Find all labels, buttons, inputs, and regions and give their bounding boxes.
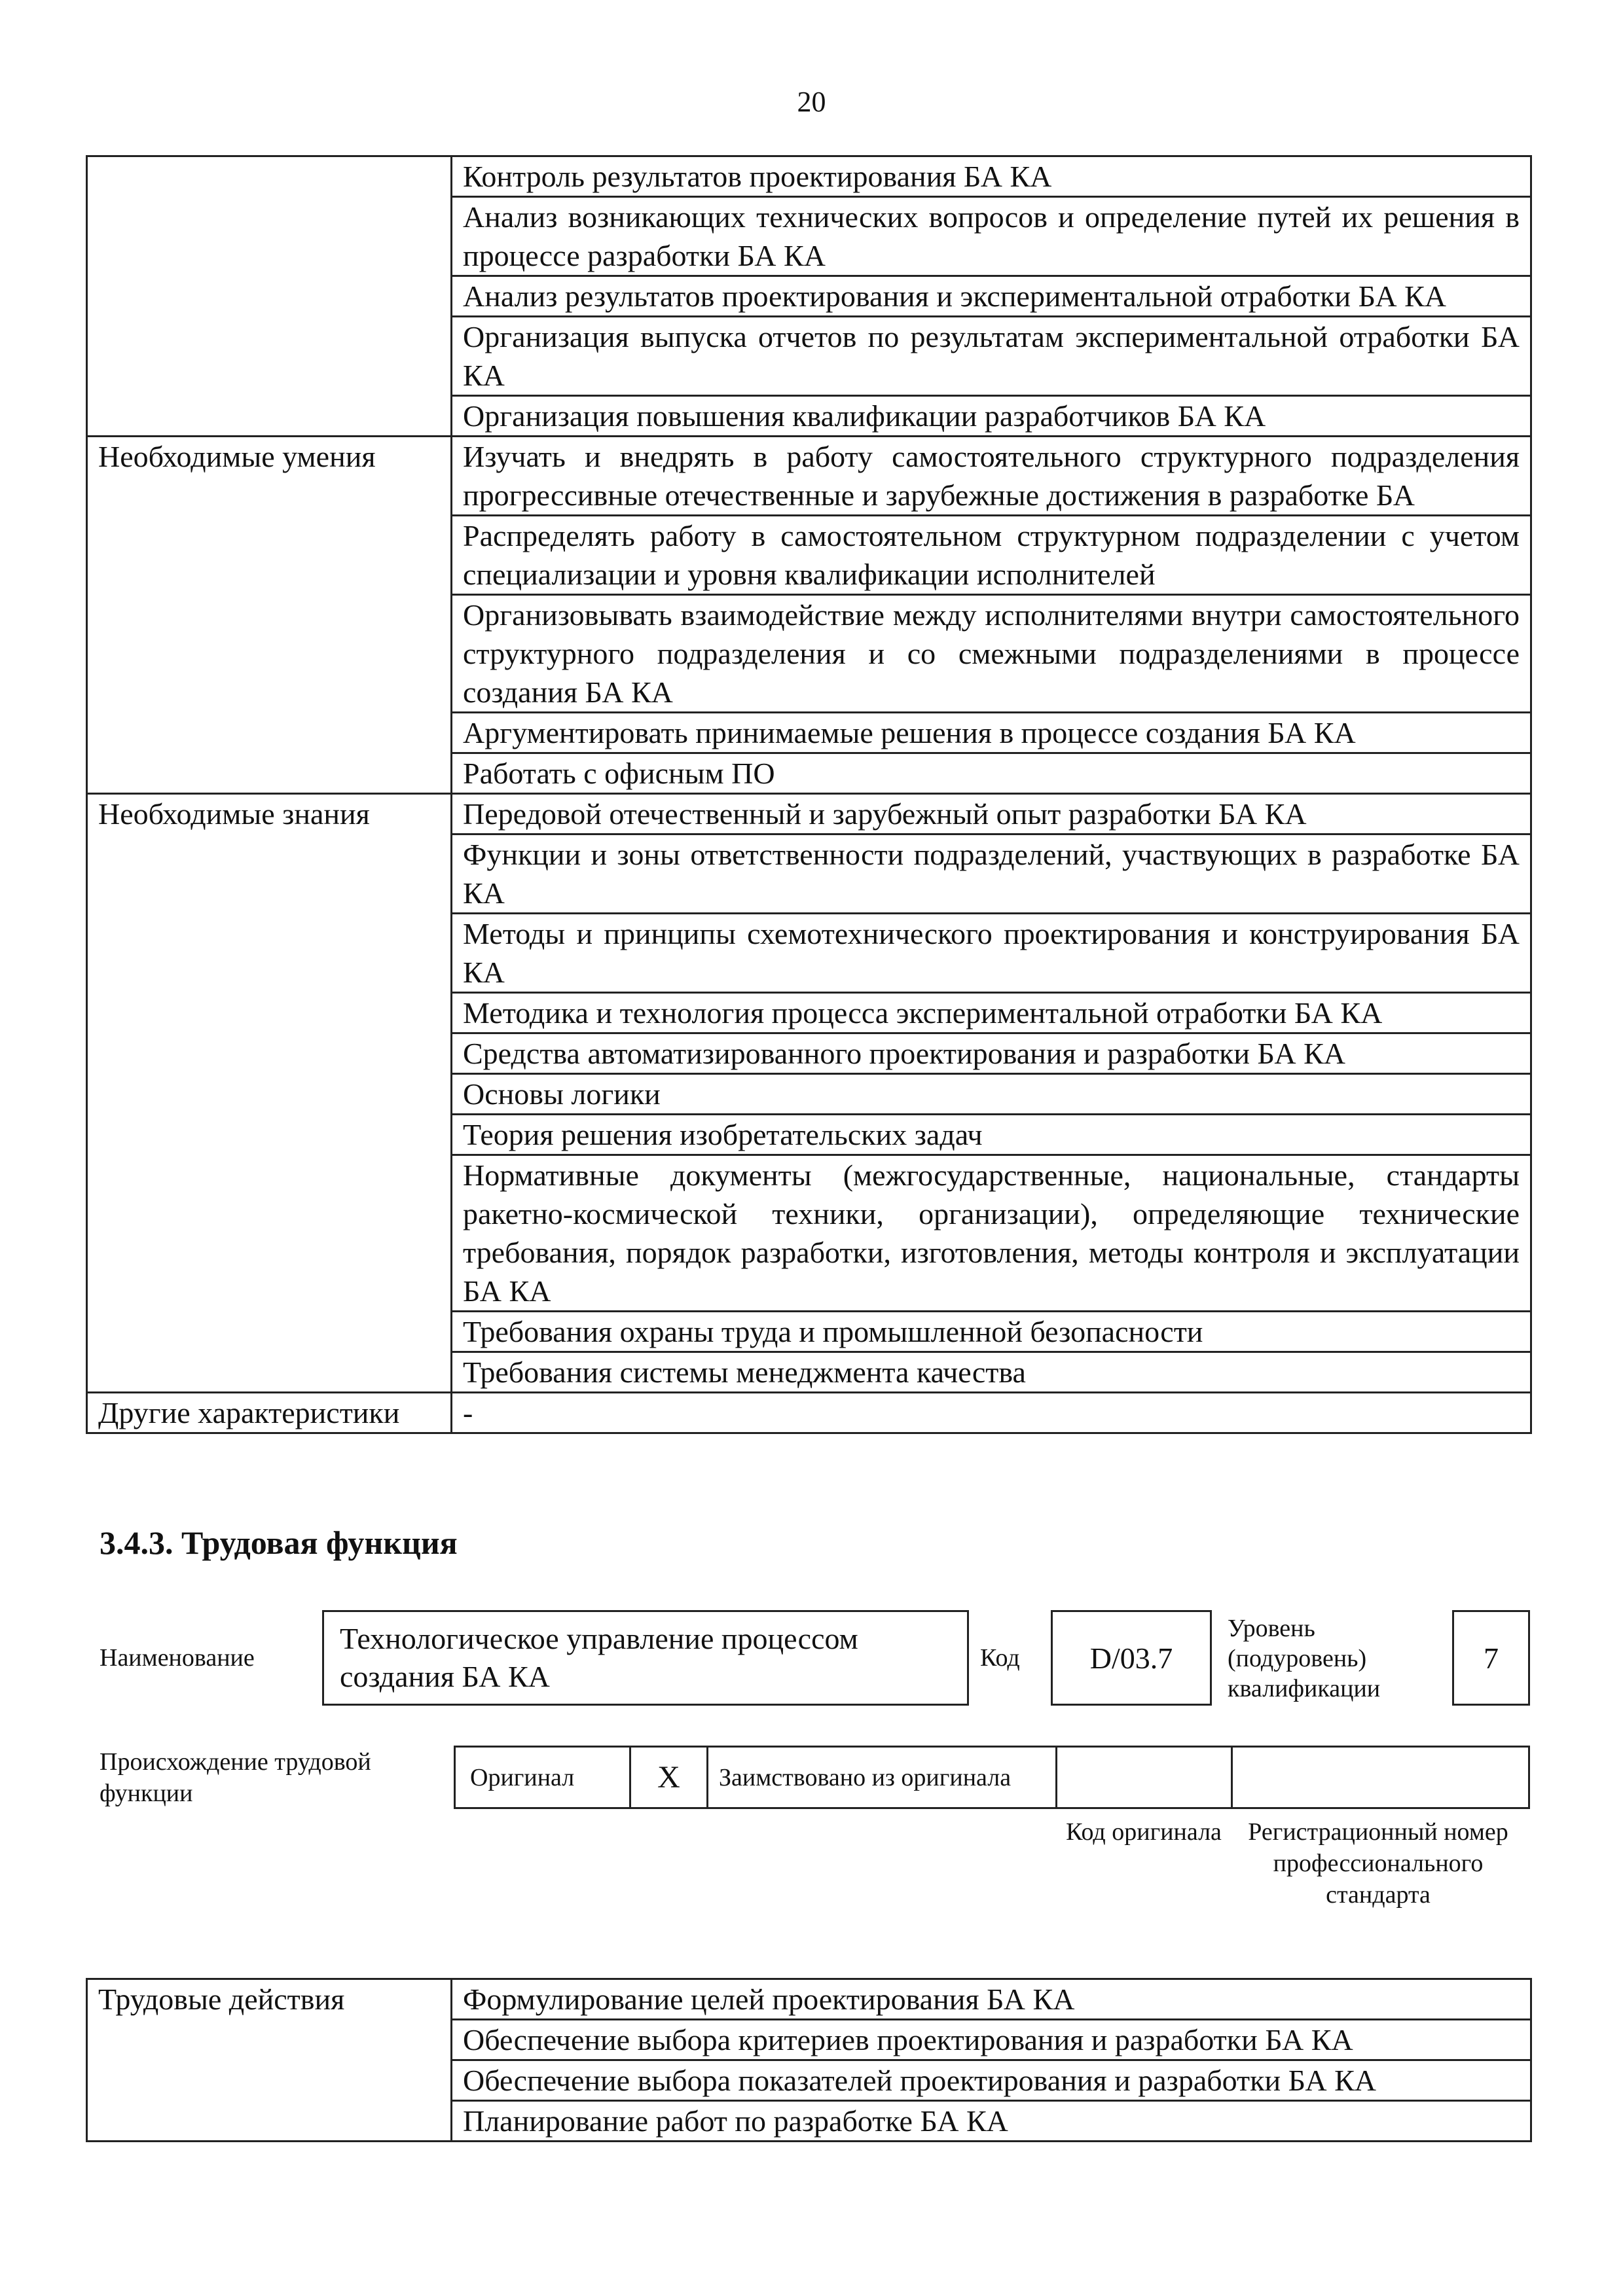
table-row bbox=[87, 794, 1531, 834]
requirement-item: Контроль результатов проектирования БА КА bbox=[452, 156, 1531, 197]
requirement-item: Работать с офисным ПО bbox=[452, 753, 1531, 794]
group-label: Трудовые действия bbox=[87, 1979, 452, 2142]
page-number: 20 bbox=[797, 86, 826, 118]
requirement-item: Передовой отечественный и зарубежный опыт разработки БА КА bbox=[452, 794, 1531, 834]
requirement-item: Функции и зоны ответственности подразделений, участвующих в разработке БА КА bbox=[452, 834, 1531, 914]
function-code-field: D/03.7 bbox=[1051, 1610, 1212, 1706]
group-label: Необходимые знания bbox=[87, 794, 452, 1393]
borrowed-label: Заимствовано из оригинала bbox=[708, 1748, 1057, 1807]
reg-number-cell bbox=[1233, 1748, 1528, 1807]
requirement-item: Теория решения изобретательских задач bbox=[452, 1115, 1531, 1155]
code-original-caption: Код оригинала bbox=[1066, 1818, 1222, 1846]
requirement-item: Организация выпуска отчетов по результатам экспериментальной отработки БА КА bbox=[452, 317, 1531, 396]
requirement-item: Требования охраны труда и промышленной безопасности bbox=[452, 1312, 1531, 1352]
requirement-item: Нормативные документы (межгосударственные, национальные, стандарты ракетно-космической техники, организации), определяющие технические требования, порядок разработки, изготовления, методы контроля и эксплуатации БА КА bbox=[452, 1155, 1531, 1312]
labor-action-item: Формулирование целей проектирования БА КА bbox=[452, 1979, 1531, 2020]
original-mark: X bbox=[631, 1748, 708, 1807]
requirement-item: Основы логики bbox=[452, 1074, 1531, 1115]
table-row bbox=[87, 1979, 1531, 2020]
requirement-item: Требования системы менеджмента качества bbox=[452, 1352, 1531, 1393]
requirement-item: Методика и технология процесса экспериментальной отработки БА КА bbox=[452, 993, 1531, 1033]
requirement-item: Распределять работу в самостоятельном структурном подразделении с учетом специализации и уровня квалификации исполнителей bbox=[452, 516, 1531, 595]
labor-action-item: Обеспечение выбора показателей проектирования и разработки БА КА bbox=[452, 2060, 1531, 2101]
requirement-item: - bbox=[452, 1393, 1531, 1433]
section-title: 3.4.3. Трудовая функция bbox=[100, 1524, 458, 1561]
qualification-level-field: 7 bbox=[1452, 1610, 1530, 1706]
labor-action-item: Планирование работ по разработке БА КА bbox=[452, 2101, 1531, 2142]
name-label: Наименование bbox=[100, 1644, 255, 1672]
origin-row bbox=[454, 1746, 1530, 1809]
reg-number-caption: Регистрационный номер профессионального стандарта bbox=[1248, 1818, 1508, 1909]
requirement-item: Аргументировать принимаемые решения в процессе создания БА КА bbox=[452, 713, 1531, 753]
labor-action-item: Обеспечение выбора критериев проектирования и разработки БА КА bbox=[452, 2020, 1531, 2060]
requirements-table bbox=[86, 155, 1532, 1434]
requirement-item: Анализ возникающих технических вопросов и определение путей их решения в процессе разработки БА КА bbox=[452, 197, 1531, 276]
requirement-item: Изучать и внедрять в работу самостоятельного структурного подразделения прогрессивные отечественные и зарубежные достижения в разработке БА bbox=[452, 437, 1531, 516]
code-label: Код bbox=[980, 1644, 1020, 1672]
group-label: Другие характеристики bbox=[87, 1393, 452, 1433]
requirement-item: Анализ результатов проектирования и экспериментальной отработки БА КА bbox=[452, 276, 1531, 317]
table-row bbox=[87, 1393, 1531, 1433]
original-label: Оригинал bbox=[456, 1748, 631, 1807]
level-label: Уровень (подуровень) квалификации bbox=[1228, 1615, 1381, 1702]
labor-actions-table bbox=[86, 1978, 1532, 2142]
origin-label: Происхождение трудовой функции bbox=[100, 1748, 371, 1807]
requirement-item: Средства автоматизированного проектирования и разработки БА КА bbox=[452, 1033, 1531, 1074]
table-row bbox=[87, 156, 1531, 197]
requirement-item: Организовывать взаимодействие между исполнителями внутри самостоятельного структурного подразделения и со смежными подразделениями в процессе создания БА КА bbox=[452, 595, 1531, 713]
requirement-item: Организация повышения квалификации разработчиков БА КА bbox=[452, 396, 1531, 437]
group-label: Необходимые умения bbox=[87, 437, 452, 794]
group-label bbox=[87, 156, 452, 437]
function-name-field: Технологическое управление процессом создания БА КА bbox=[322, 1610, 969, 1706]
requirement-item: Методы и принципы схемотехнического проектирования и конструирования БА КА bbox=[452, 914, 1531, 993]
original-code-cell bbox=[1057, 1748, 1233, 1807]
table-row bbox=[87, 437, 1531, 516]
